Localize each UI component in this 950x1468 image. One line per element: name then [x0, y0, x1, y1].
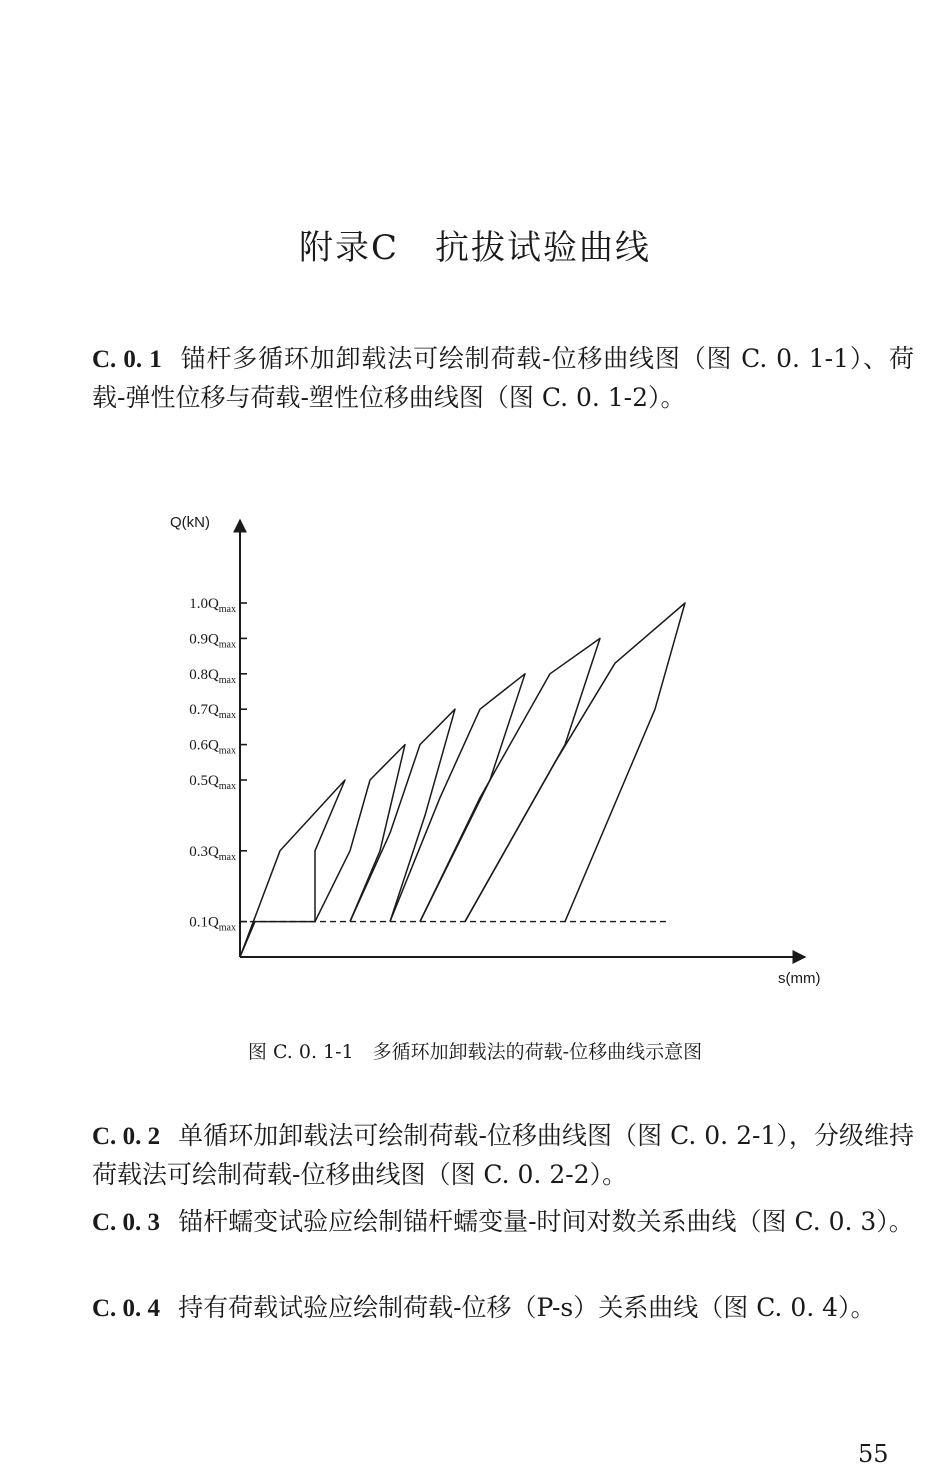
- y-tick-label: $0.3Q_{max}$: [189, 843, 236, 863]
- page-number: 55: [858, 1440, 889, 1468]
- cycle-curves: [240, 603, 685, 957]
- y-axis-label: Q(kN): [170, 514, 210, 531]
- y-tick-label: $1.0Q_{max}$: [189, 596, 236, 615]
- clause-text: 锚杆多循环加卸载法可绘制荷载-位移曲线图（图 C. 0. 1-1）、荷载-弹性位移与荷载-塑性位移曲线图（图 C. 0. 1-2）。: [92, 344, 914, 412]
- y-tick-label: $0.7Q_{max}$: [189, 702, 236, 722]
- clause-c-0-3: [92, 1203, 914, 1242]
- clause-text: 单循环加卸载法可绘制荷载-位移曲线图（图 C. 0. 2-1），分级维持荷载法可绘制荷载-位移曲线图（图 C. 0. 2-2）。: [92, 1121, 914, 1189]
- clause-text: 持有荷载试验应绘制荷载-位移（P-s）关系曲线（图 C. 0. 4）。: [178, 1293, 876, 1322]
- y-tick-label: $0.1Q_{max}$: [189, 914, 236, 934]
- figure-caption: 图 C. 0. 1-1 多循环加卸载法的荷载-位移曲线示意图: [247, 1041, 703, 1063]
- y-tick-label: $0.8Q_{max}$: [189, 666, 236, 686]
- clause-c-0-4: [92, 1289, 914, 1328]
- clause-id: C. 0. 3: [92, 1209, 161, 1236]
- cycle-curve-1: [240, 780, 345, 957]
- y-tick-label: $0.6Q_{max}$: [189, 737, 236, 757]
- y-tick-label: $0.5Q_{max}$: [189, 773, 236, 792]
- clause-id: C. 0. 1: [92, 346, 162, 373]
- cycle-curve-6: [465, 603, 685, 922]
- clause-id: C. 0. 4: [92, 1295, 161, 1322]
- load-displacement-chart: [150, 505, 850, 1005]
- clause-text: 锚杆蠕变试验应绘制锚杆蠕变量-时间对数关系曲线（图 C. 0. 3）。: [178, 1207, 914, 1236]
- clause-c-0-2: [92, 1117, 914, 1194]
- x-axis-label: s(mm): [778, 970, 821, 987]
- y-ticks: [189, 596, 247, 934]
- clause-c-0-1: [92, 340, 914, 417]
- clause-id: C. 0. 2: [92, 1123, 161, 1150]
- y-tick-label: $0.9Q_{max}$: [189, 631, 236, 651]
- page-title: 附录C 抗拔试验曲线: [298, 228, 651, 268]
- cycle-curve-2: [315, 745, 405, 922]
- cycle-curve-4: [390, 674, 525, 922]
- cycle-curve-5: [420, 638, 600, 921]
